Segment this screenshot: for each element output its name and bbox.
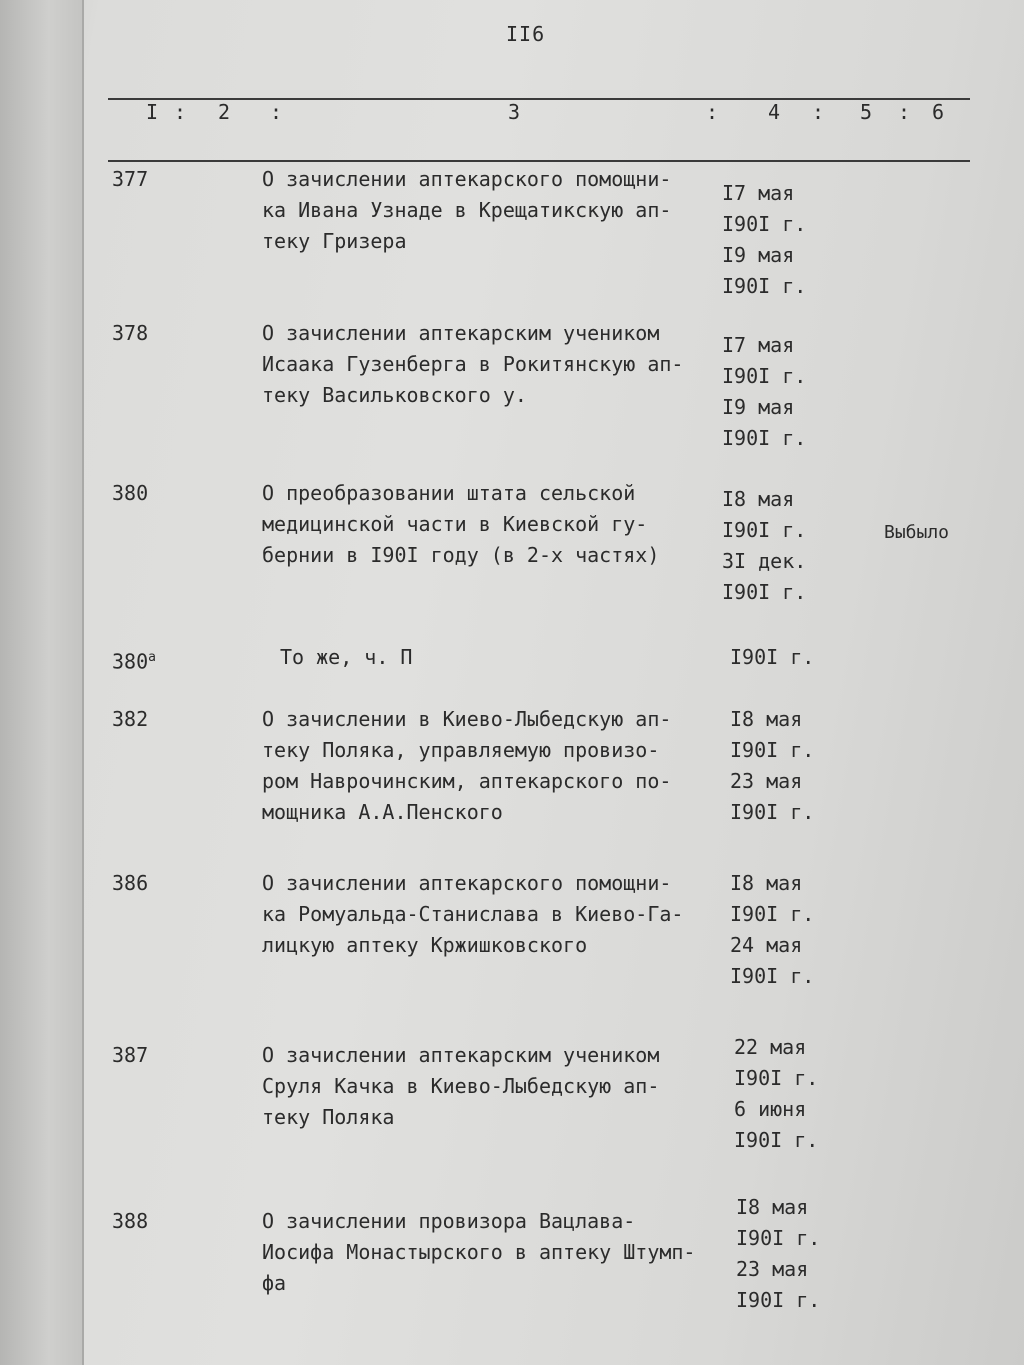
document-page: II6 I 2 3 4 5 6 : : : : : 377 О зачислении аптекарского помощни- ка Ивана Узнаде в Крещатикскую ап- теку Гризера I7 мая I90I г. I9 мая I90I г. 378 О зачислении аптекарским учеником Исаака Гузенберга в Рокитянскую ап- теку Васильковского у. I7 мая I90I г. I9 мая I90I г. 380 О преобразовании штата сельской медицинской части в Киевской гу- бернии в I90I году (в 2-х частях) I8 мая I90I г. 3I дек. I90I г. Выбыло $380^а$ То же, ч. П I90I г. 382 О зачислении в Киево-Лыбедскую ап- теку Поляка, управляемую провизо- ром Наврочинским, аптекарского по- мощника А.А.Пенского I8 мая I90I г. 23 мая I90I г. 386 О зачислении аптекарского помощни- ка Ромуальда-Станислава в Киево-Га- лицкую аптеку Кржишковского I8 мая I90I г. 24 мая I90I г. 387 О зачислении аптекарским учеником Сруля Качка в Киево-Лыбедскую ап- теку Поляка 22 мая I90I г. 6 июня I90I г. 388 О зачислении провизора Вацлава- Иосифа Монастырского в аптеку Штумп- фа I8 мая I90I г. 23 мая I90I г. <box>0 0 1024 1365</box>
entry-number: 380 <box>112 481 149 505</box>
entry-title: То же, ч. П <box>280 645 413 669</box>
entry-dates: I8 мая I90I г. 23 мая I90I г. <box>730 707 815 824</box>
entry-dates: I8 мая I90I г. 24 мая I90I г. <box>730 871 815 988</box>
column-number-3: 3 <box>508 100 521 124</box>
column-number-4: 4 <box>768 100 781 124</box>
entry-title: О зачислении аптекарским учеником Сруля Качка в Киево-Лыбедскую ап- теку Поляка <box>262 1043 660 1129</box>
entry-dates: 22 мая I90I г. 6 июня I90I г. <box>734 1035 819 1152</box>
entry-dates: I90I г. <box>730 645 815 669</box>
entry-number: 382 <box>112 707 149 731</box>
entry-dates: I8 мая I90I г. 23 мая I90I г. <box>736 1195 821 1312</box>
entry-number: 386 <box>112 871 149 895</box>
entry-title: О зачислении аптекарского помощни- ка Ромуальда-Станислава в Киево-Га- лицкую аптеку Кржишковского <box>262 871 684 957</box>
entry-title: О зачислении аптекарского помощни- ка Ивана Узнаде в Крещатикскую ап- теку Гризера <box>262 167 672 253</box>
entry-title: О преобразовании штата сельской медицинской части в Киевской гу- бернии в I90I году (в 2-х частях) <box>262 481 660 567</box>
entry-title: О зачислении аптекарским учеником Исаака Гузенберга в Рокитянскую ап- теку Васильковского у. <box>262 321 684 407</box>
column-number-5: 5 <box>860 100 873 124</box>
page-binding <box>0 0 84 1365</box>
column-number-1: I <box>146 100 159 124</box>
entry-dates: I8 мая I90I г. 3I дек. I90I г. <box>722 487 807 604</box>
entry-number: 387 <box>112 1043 149 1067</box>
entry-title: О зачислении в Киево-Лыбедскую ап- теку Поляка, управляемую провизо- ром Наврочинским, аптекарского по- мощника А.А.Пенского <box>262 707 672 824</box>
entry-number: 388 <box>112 1209 149 1233</box>
header-rule-top <box>108 98 970 100</box>
entry-number: 378 <box>112 321 149 345</box>
entry-title: О зачислении провизора Вацлава- Иосифа Монастырского в аптеку Штумп- фа <box>262 1209 696 1295</box>
entry-note: Выбыло <box>884 522 950 543</box>
header-rule-bottom <box>108 160 970 162</box>
entry-dates: I7 мая I90I г. I9 мая I90I г. <box>722 333 807 450</box>
entry-number: $380^а$ <box>112 649 156 674</box>
column-number-2: 2 <box>218 100 231 124</box>
column-number-6: 6 <box>932 100 945 124</box>
page-number: II6 <box>506 22 546 46</box>
entry-number: 377 <box>112 167 149 191</box>
entry-dates: I7 мая I90I г. I9 мая I90I г. <box>722 181 807 298</box>
